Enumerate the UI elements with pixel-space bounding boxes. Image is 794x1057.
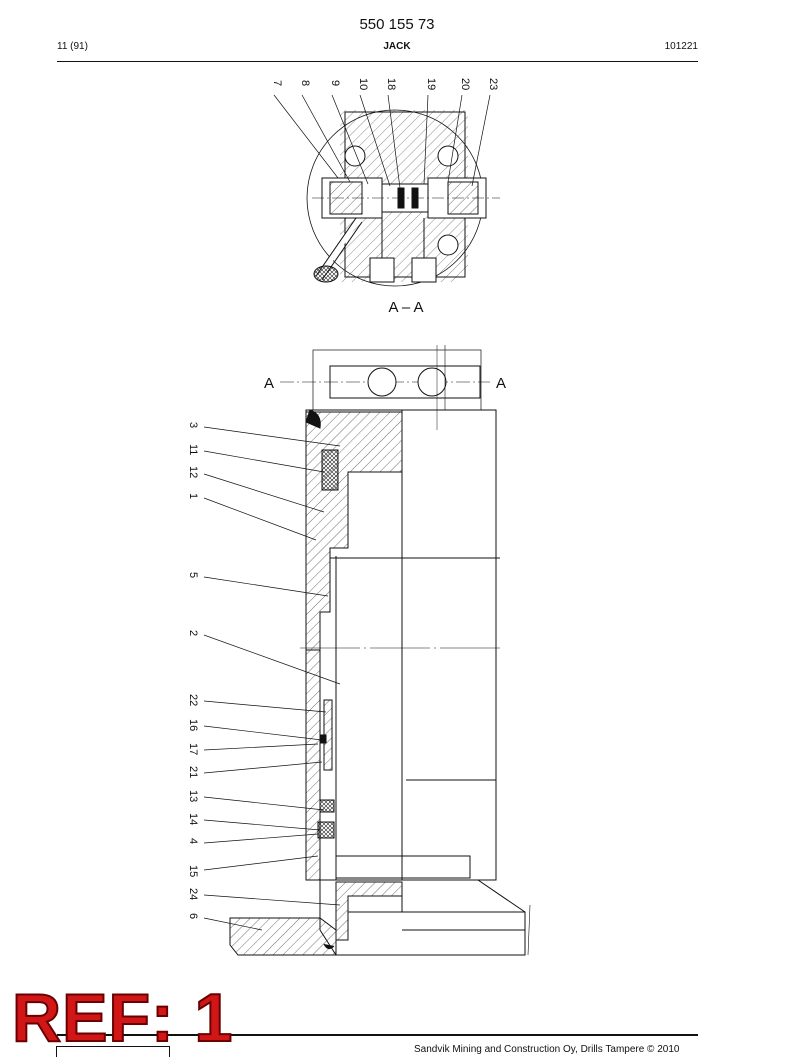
footer-copyright: Sandvik Mining and Construction Oy, Drills Tampere © 2010 — [414, 1044, 680, 1055]
callout-label: 24 — [187, 888, 199, 901]
callout-label: 19 — [425, 78, 437, 91]
callout-label: 16 — [187, 719, 199, 732]
callout-label: 15 — [187, 865, 199, 878]
reference-stamp: REF: 1 — [12, 980, 234, 1056]
callout-label: 20 — [459, 78, 471, 91]
callout-label: 18 — [385, 78, 397, 91]
callout-label: 7 — [271, 80, 283, 87]
callout-label: 10 — [357, 78, 369, 91]
callout-label: 11 — [187, 444, 199, 456]
document-number: 550 155 73 — [359, 16, 435, 33]
callout-label: 17 — [187, 743, 199, 756]
callout-label: 22 — [187, 694, 199, 707]
callout-label: 14 — [187, 813, 199, 826]
callout-label: 2 — [187, 630, 199, 637]
callout-label: 13 — [187, 790, 199, 803]
callout-label: 8 — [299, 80, 311, 87]
callout-label: 23 — [487, 78, 499, 91]
section-marker-left: A — [264, 375, 275, 392]
top-callout-labels — [271, 78, 499, 90]
callout-label: 5 — [187, 572, 199, 579]
callout-label: 9 — [329, 80, 341, 87]
callout-label: 1 — [187, 493, 199, 500]
jack-assembly — [230, 345, 530, 955]
side-callout-labels — [187, 422, 199, 919]
section-detail — [307, 110, 500, 286]
callout-label: 6 — [187, 913, 199, 920]
callout-label: 4 — [187, 838, 199, 845]
document-code: 101221 — [664, 41, 698, 52]
section-marker-right: A — [496, 375, 507, 392]
document-title: JACK — [383, 41, 411, 52]
page-number: 11 (91) — [57, 41, 88, 52]
callout-label: 3 — [187, 422, 199, 429]
callout-label: 21 — [187, 766, 199, 779]
section-label: A – A — [388, 299, 424, 316]
callout-label: 12 — [187, 466, 199, 479]
